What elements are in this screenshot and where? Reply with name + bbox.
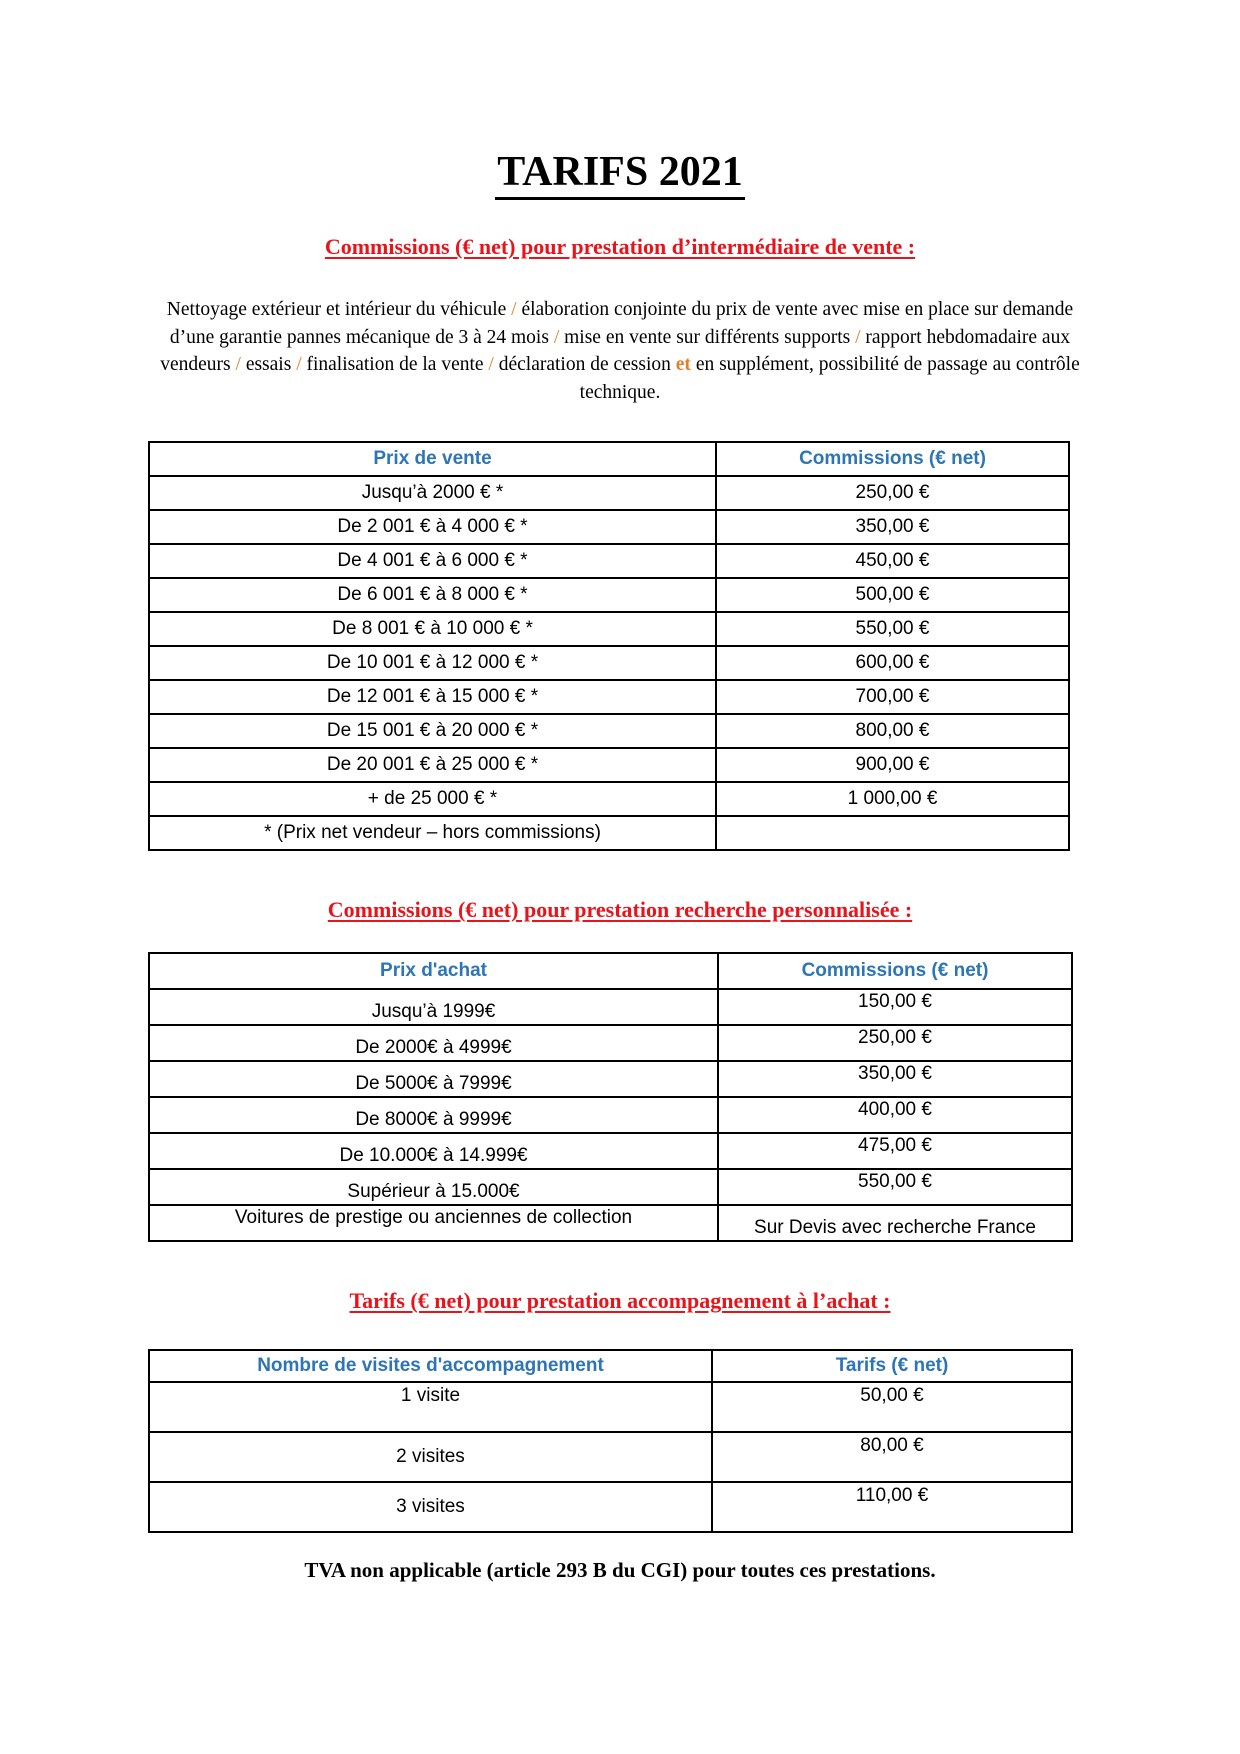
table-row — [149, 612, 1069, 646]
tariff-cell: 50,00 € — [712, 1382, 1072, 1432]
price-cell: De 8000€ à 9999€ — [149, 1097, 718, 1133]
commission-cell: 250,00 € — [716, 476, 1069, 510]
footnote-cell: * (Prix net vendeur – hors commissions) — [149, 816, 716, 850]
column-header: Tarifs (€ net) — [712, 1350, 1072, 1382]
price-cell: De 20 001 € à 25 000 € * — [149, 748, 716, 782]
section1-intro: Nettoyage extérieur et intérieur du véhicule / élaboration conjointe du prix de vente avec mise en place sur demande d’une garantie pannes mécanique de 3 à 24 mois / mise en vente sur différents supports / rapport hebdomadaire aux vendeurs / essais / finalisation de la vente / déclaration de cession et en supplément, possibilité de passage au contrôle technique. — [160, 299, 1080, 403]
search-commission-table — [148, 952, 1073, 1242]
commission-cell: 500,00 € — [716, 578, 1069, 612]
commission-cell: 1 000,00 € — [716, 782, 1069, 816]
table-row — [149, 1205, 1072, 1241]
table-row — [149, 714, 1069, 748]
table-row — [149, 1169, 1072, 1205]
table-row — [149, 578, 1069, 612]
document-title: TARIFS 2021 — [0, 148, 1240, 196]
section2-heading: Commissions (€ net) pour prestation recherche personnalisée : — [327, 897, 913, 922]
section1-heading: Commissions (€ net) pour prestation d’intermédiaire de vente : — [324, 234, 916, 259]
price-cell: De 2000€ à 4999€ — [149, 1025, 718, 1061]
price-cell: Supérieur à 15.000€ — [149, 1169, 718, 1205]
vat-notice: TVA non applicable (article 293 B du CGI) pour toutes ces prestations. — [304, 1558, 936, 1582]
commission-cell: 400,00 € — [718, 1097, 1072, 1133]
sale-commission-table — [148, 441, 1070, 851]
table-row — [149, 476, 1069, 510]
price-cell: De 12 001 € à 15 000 € * — [149, 680, 716, 714]
commission-cell: 550,00 € — [716, 612, 1069, 646]
commission-cell: 700,00 € — [716, 680, 1069, 714]
table-row — [149, 748, 1069, 782]
price-cell: De 2 001 € à 4 000 € * — [149, 510, 716, 544]
table-row — [149, 1382, 1072, 1432]
column-header: Prix d'achat — [149, 953, 718, 989]
commission-cell: 600,00 € — [716, 646, 1069, 680]
table-row — [149, 1061, 1072, 1097]
commission-cell: 475,00 € — [718, 1133, 1072, 1169]
commission-cell: 550,00 € — [718, 1169, 1072, 1205]
price-cell: Jusqu’à 1999€ — [149, 989, 718, 1025]
visits-cell: 3 visites — [149, 1482, 712, 1532]
visits-cell: 2 visites — [149, 1432, 712, 1482]
tariff-cell: 80,00 € — [712, 1432, 1072, 1482]
table-row — [149, 1482, 1072, 1532]
price-cell: De 10.000€ à 14.999€ — [149, 1133, 718, 1169]
commission-cell — [716, 816, 1069, 850]
price-cell: De 4 001 € à 6 000 € * — [149, 544, 716, 578]
table-row — [149, 544, 1069, 578]
commission-cell: Sur Devis avec recherche France — [718, 1205, 1072, 1241]
table-header-row — [149, 953, 1072, 989]
commission-cell: 350,00 € — [716, 510, 1069, 544]
column-header: Prix de vente — [149, 442, 716, 476]
price-cell: De 6 001 € à 8 000 € * — [149, 578, 716, 612]
price-cell: De 8 001 € à 10 000 € * — [149, 612, 716, 646]
table-row — [149, 510, 1069, 544]
price-cell: De 10 001 € à 12 000 € * — [149, 646, 716, 680]
price-cell: De 5000€ à 7999€ — [149, 1061, 718, 1097]
commission-cell: 150,00 € — [718, 989, 1072, 1025]
table-header-row — [149, 1350, 1072, 1382]
table-row — [149, 782, 1069, 816]
table-row — [149, 989, 1072, 1025]
table-row — [149, 816, 1069, 850]
commission-cell: 250,00 € — [718, 1025, 1072, 1061]
commission-cell: 800,00 € — [716, 714, 1069, 748]
price-cell: Jusqu’à 2000 € * — [149, 476, 716, 510]
visits-cell: 1 visite — [149, 1382, 712, 1432]
price-cell: De 15 001 € à 20 000 € * — [149, 714, 716, 748]
table-row — [149, 1025, 1072, 1061]
accompaniment-tariff-table — [148, 1349, 1073, 1533]
price-cell: + de 25 000 € * — [149, 782, 716, 816]
column-header: Commissions (€ net) — [718, 953, 1072, 989]
column-header: Commissions (€ net) — [716, 442, 1069, 476]
tariff-cell: 110,00 € — [712, 1482, 1072, 1532]
section3-heading: Tarifs (€ net) pour prestation accompagnement à l’achat : — [349, 1288, 891, 1313]
table-row — [149, 1133, 1072, 1169]
commission-cell: 350,00 € — [718, 1061, 1072, 1097]
commission-cell: 450,00 € — [716, 544, 1069, 578]
table-row — [149, 680, 1069, 714]
table-row — [149, 1432, 1072, 1482]
column-header: Nombre de visites d'accompagnement — [149, 1350, 712, 1382]
table-row — [149, 1097, 1072, 1133]
table-row — [149, 646, 1069, 680]
commission-cell: 900,00 € — [716, 748, 1069, 782]
table-header-row — [149, 442, 1069, 476]
price-cell: Voitures de prestige ou anciennes de collection — [149, 1205, 718, 1241]
